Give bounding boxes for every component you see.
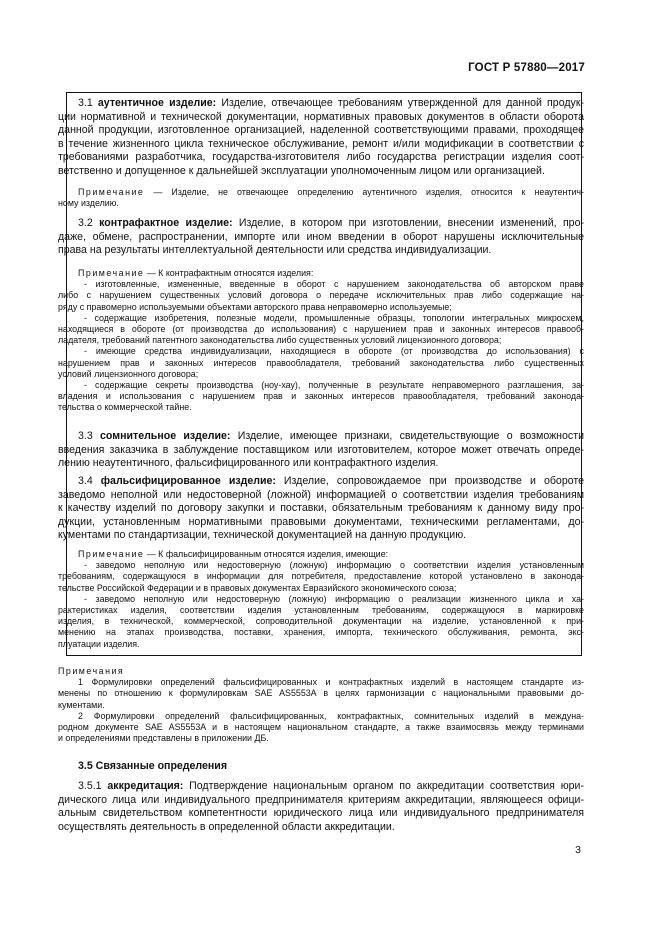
text-line: ции нормативной и технической документации, нормативных правовых документов в области оборота [58, 110, 584, 123]
text-line: Примечание — К фальсифицированным относятся изделия, имеющие: [78, 549, 389, 559]
text-line: нарушением прав и законных интересов правообладателя, требований законодательства либо существенных [58, 357, 584, 368]
text-line: - заведомо неполную или недостоверную (ложную) информацию о реализации жизненного цикла и ха- [84, 593, 584, 604]
note-label: Примечание [78, 549, 145, 559]
text-line: кументами по стандартизации, технической документацией на данную продукцию. [58, 529, 467, 542]
text-line: права на результаты интеллектуальной деятельности или средства индивидуализации. [58, 244, 492, 257]
text-line: плуатации изделия. [58, 638, 140, 649]
text-line: изделия, в технической, коммерческой, сопроводительной документации на изделие, установленной к при- [58, 616, 584, 627]
text-line: владения и использования с нарушением прав и законных интересов правообладателя, требований законода- [58, 391, 584, 402]
note-authentic-item [58, 187, 584, 209]
note-label: Примечания [58, 666, 125, 676]
text-line: 3.4 фальсифицированное изделие: Изделие, сопровождаемое при производстве и обороте [78, 475, 584, 487]
text-line: требованиям, содержащуюся в информации для потребителя, предоставление которой установлено в законода- [58, 571, 584, 582]
section-heading: 3.5 Связанные определения [78, 760, 227, 772]
note-label: Примечание [78, 187, 145, 197]
text-line: условий лицензионного договора; [58, 368, 199, 379]
text-line: требованиями разработчика, государства-изготовителя либо государства регистрации изделия соот- [58, 151, 584, 164]
text-line [58, 666, 584, 677]
page-number: 3 [575, 844, 581, 856]
notes-lines [58, 666, 584, 744]
paragraph-lines [58, 97, 584, 178]
text-line: менены по отношению к формулировкам SAE AS5553A в целях гармонизации с национальными правовыми до- [58, 688, 584, 699]
note-counterfeit-item [58, 268, 584, 414]
text-line: 2 Формулировки определений фальсифицированных, контрафактных, сомнительных изделий в междуна- [78, 710, 584, 721]
document-code: ГОСТ Р 57880—2017 [468, 62, 585, 74]
text-line: рактеристиках изделия, соответствии изделия установленным требованиям, содержащуюся в маркировке [58, 605, 584, 616]
definition-counterfeit-item [58, 217, 584, 258]
note-lines [58, 187, 584, 209]
paragraph-lines [58, 780, 584, 834]
text-line: ряду с правомерно используемыми объектами авторского права неправомерно используемые; [58, 301, 452, 312]
text-line: менению на этапах производства, поставки, хранения, импорта, технического обслуживания, ремонта, экс- [58, 627, 584, 638]
text-line: Примечание — К контрафактным относятся изделия: [78, 268, 314, 278]
text-line: ладателя, требований патентного законодательства либо существенных условий лицензионного договора; [58, 335, 502, 346]
text-line: 1 Формулировки определений фальсифицированных и контрафактных изделий в настоящем стандарте из- [78, 677, 584, 688]
text-line: родном документе SAE AS5553A и в настоящем национальном стандарте, а также взаимосвязь между терминами [58, 722, 584, 733]
text-line: осуществлять деятельность в определенной области аккредитации. [58, 820, 395, 833]
text-line: - содержащие секреты производства (ноу-хау), полученные в результате неправомерного разглашения, за- [84, 380, 584, 391]
text-line: даже, обмене, распространении, импорте или ином введении в оборот нарушены исключительные [58, 230, 584, 243]
text-line: ному изделию. [58, 198, 119, 209]
text-line: введения заказчика в заблуждение поставщиком или изготовителем, которое может отвечать опреде- [58, 443, 584, 456]
text-line: в течение жизненного цикла техническое обслуживание, ремонт и/или модификации в соответствии с [58, 137, 584, 150]
text-line: 3.1 аутентичное изделие: Изделие, отвечающее требованиям утвержденной для данной продук- [78, 97, 584, 109]
text-line: данной продукции, изготовленное организацией, наделенной соответствующими правами, проходящее [58, 124, 584, 137]
term: сомнительное изделие: [100, 430, 231, 442]
paragraph-lines [58, 475, 584, 543]
term: аутентичное изделие: [97, 97, 217, 109]
text-line: ветственно и допущенное к дальнейшей эксплуатации уполномоченным лицом или организацией. [58, 164, 545, 177]
text-line: тельства о коммерческой тайне. [58, 402, 192, 413]
text-line: 3.5.1 аккредитация: Подтверждение национальным органом по аккредитации соответствия юри- [78, 780, 584, 792]
text-line: - заведомо неполную или недостоверную (ложную) информацию о соответствии изделия установленным [84, 560, 584, 571]
text-line: 3.3 сомнительное изделие: Изделие, имеющее признаки, свидетельствующие о возможности [78, 430, 584, 442]
text-line: либо с нарушением существенных условий договора о передаче исключительных прав либо содержащие на- [58, 290, 584, 301]
text-line: лению неаутентичного, фальсифицированного или контрафактного изделия. [58, 457, 439, 470]
paragraph-lines [58, 217, 584, 258]
text-line: тельстве Российской Федерации и в правовых документах Евразийского экономического союза; [58, 582, 457, 593]
text-line: и определениями представлены в приложении ДБ. [58, 733, 269, 744]
definition-accreditation [58, 780, 584, 834]
text-line: к качеству изделий по договору закупки и поставки, обязательным требованиям к данному виду про- [58, 502, 584, 515]
text-line: альным свидетельством компетентности юридического лица или индивидуального предпринимателя [58, 807, 584, 820]
term: аккредитация: [107, 780, 184, 792]
term: контрафактное изделие: [99, 217, 233, 229]
definition-fraudulent-item [58, 475, 584, 543]
text-line: заведомо неполной или недостоверной (ложной) информацией о соответствии изделия требованиям [58, 488, 584, 501]
text-line: - изготовленные, измененные, введенные в оборот с нарушением законодательства об авторском праве [84, 279, 584, 290]
note-lines [58, 549, 584, 650]
definition-authentic-item [58, 97, 584, 178]
text-line: - содержащие изобретения, полезные модели, промышленные образцы, топологии интегральных микросхем, [84, 312, 584, 323]
text-line: Примечание — Изделие, не отвечающее определению аутентичного изделия, относится к неаутентич- [78, 187, 584, 197]
term: фальсифицированное изделие: [100, 475, 276, 487]
text-line: дического лица или индивидуального предпринимателя критериям аккредитации, являющееся офици- [58, 793, 584, 806]
notes-block [58, 666, 584, 744]
paragraph-lines [58, 430, 584, 471]
definition-suspect-item [58, 430, 584, 471]
text-line: - имеющие средства индивидуализации, находящиеся в обороте (от производства до использования) с [84, 346, 584, 357]
text-line: находящиеся в обороте (от производства до использования) с нарушением прав и законных интересов правооб- [58, 324, 584, 335]
note-label: Примечание [78, 268, 145, 278]
note-lines [58, 268, 584, 414]
text-line: дукции, установленным нормативными правовыми документами, техническими регламентами, до- [58, 515, 584, 528]
text-line: 3.2 контрафактное изделие: Изделие, в котором при изготовлении, внесении изменений, про- [78, 217, 584, 229]
note-fraudulent-item [58, 549, 584, 650]
text-line: кументами. [58, 699, 105, 710]
